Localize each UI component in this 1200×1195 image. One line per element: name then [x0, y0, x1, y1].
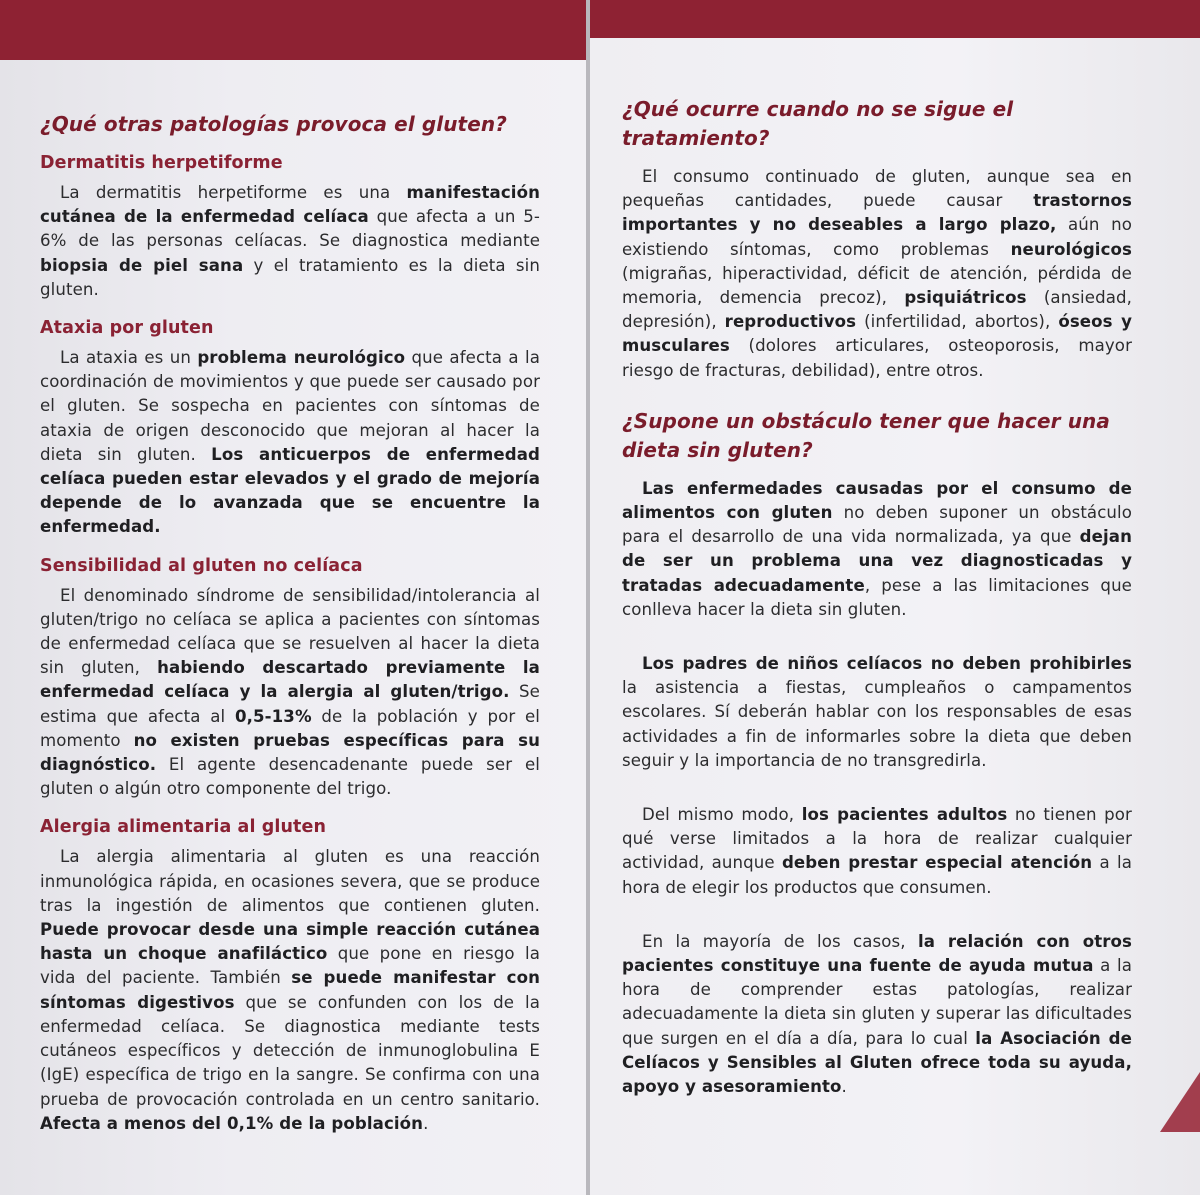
right-page: [590, 0, 1200, 1195]
section-text: La dermatitis herpetiforme es una manifestación cutánea de la enfermedad celíaca que afecta a un 5-6% de las personas celíacas. Se diagnostica mediante biopsia de piel sana y el tratamiento es la dieta sin gluten.: [40, 183, 540, 299]
section-title: Alergia alimentaria al gluten: [40, 817, 327, 838]
top-color-band: [0, 0, 586, 60]
section-text: La ataxia es un problema neurológico que afecta a la coordinación de movimientos y que puede ser causado por el gluten. Se sospecha en pacientes con síntomas de ataxia de origen desconocido que mejoran al hacer la dieta sin gluten. Los anticuerpos de enfermedad celíaca pueden estar elevados y el grado de mejoría depende de lo avanzada que se encuentre la enfermedad.: [40, 348, 540, 537]
section-ataxia: [40, 316, 540, 540]
paragraph-parents: Los padres de niños celíacos no deben prohibirles la asistencia a fiestas, cumpleaños o campamentos escolares. Sí deberán hablar con los responsables de esas actividades a fin de informarles sobre la dieta que deben seguir y la importancia de no transgredirla.: [622, 654, 1132, 770]
section-alergia: [40, 815, 540, 1135]
right-heading-2: ¿Supone un obstáculo tener que hacer una dieta sin gluten?: [622, 408, 1110, 462]
paragraph-adults: Del mismo modo, los pacientes adultos no tienen por qué verse limitados a la hora de realizar cualquier actividad, aunque deben prestar especial atención a la hora de elegir los productos que consumen.: [622, 805, 1133, 897]
right-heading-1: ¿Qué ocurre cuando no se sigue el tratamiento?: [622, 97, 1014, 150]
section-dermatitis: [40, 151, 540, 302]
section-title: Ataxia por gluten: [40, 318, 214, 339]
paragraph-association: En la mayoría de los casos, la relación con otros pacientes constituye una fuente de ayuda mutua a la hora de comprender estas patologías, realizar adecuadamente la dieta sin gluten y superar las dificultades que surgen en el día a día, para lo cual la Asociación de Celíacos y Sensibles al Gluten ofrece toda su ayuda, apoyo y asesoramiento.: [622, 931, 1133, 1097]
section-text: La alergia alimentaria al gluten es una reacción inmunológica rápida, en ocasiones severa, que se produce tras la ingestión de alimentos que contienen gluten. Puede provocar desde una simple reacción cutánea hasta un choque anafiláctico que pone en riesgo la vida del paciente. También se puede manifestar con síntomas digestivos que se confunden con los de la enfermedad celíaca. Se diagnostica mediante tests cutáneos específicos y detección de inmunoglobulina E (IgE) específica de trigo en la sangre. Se confirma con una prueba de provocación controlada en un centro sanitario. Afecta a menos del 0,1% de la población.: [40, 847, 541, 1133]
top-color-band: [590, 0, 1200, 38]
left-page: [0, 0, 586, 1195]
left-heading: ¿Qué otras patologías provoca el gluten?: [40, 112, 507, 136]
paragraph-obstacle: Las enfermedades causadas por el consumo de alimentos con gluten no deben suponer un obstáculo para el desarrollo de una vida normalizada, ya que dejan de ser un problema una vez diagnosticadas y tratadas adecuadamente, pese a las limitaciones que conlleva hacer la dieta sin gluten.: [622, 478, 1133, 619]
left-column: [40, 110, 540, 1150]
section-sensibilidad: [40, 554, 540, 802]
paragraph-consequences: El consumo continuado de gluten, aunque sea en pequeñas cantidades, puede causar trastornos importantes y no deseables a largo plazo, aún no existiendo síntomas, como problemas neurológicos (migrañas, hiperactividad, déficit de atención, pérdida de memoria, demencia precoz), psiquiátricos (ansiedad, depresión), reproductivos (infertilidad, abortos), óseos y musculares (dolores articulares, osteoporosis, mayor riesgo de fracturas, debilidad), entre otros.: [622, 167, 1133, 380]
corner-decoration: [1160, 1072, 1200, 1132]
section-title: Dermatitis herpetiforme: [40, 153, 283, 173]
right-column: [622, 95, 1132, 1111]
section-text: El denominado síndrome de sensibilidad/intolerancia al gluten/trigo no celíaca se aplica a pacientes con síntomas de enfermedad celíaca que se resuelven al hacer la dieta sin gluten, habiendo descartado previamente la enfermedad celíaca y la alergia al gluten/trigo. Se estima que afecta al 0,5-13% de la población y por el momento no existen pruebas específicas para su diagnóstico. El agente desencadenante puede ser el gluten o algún otro componente del trigo.: [40, 585, 540, 799]
section-title: Sensibilidad al gluten no celíaca: [40, 555, 363, 576]
